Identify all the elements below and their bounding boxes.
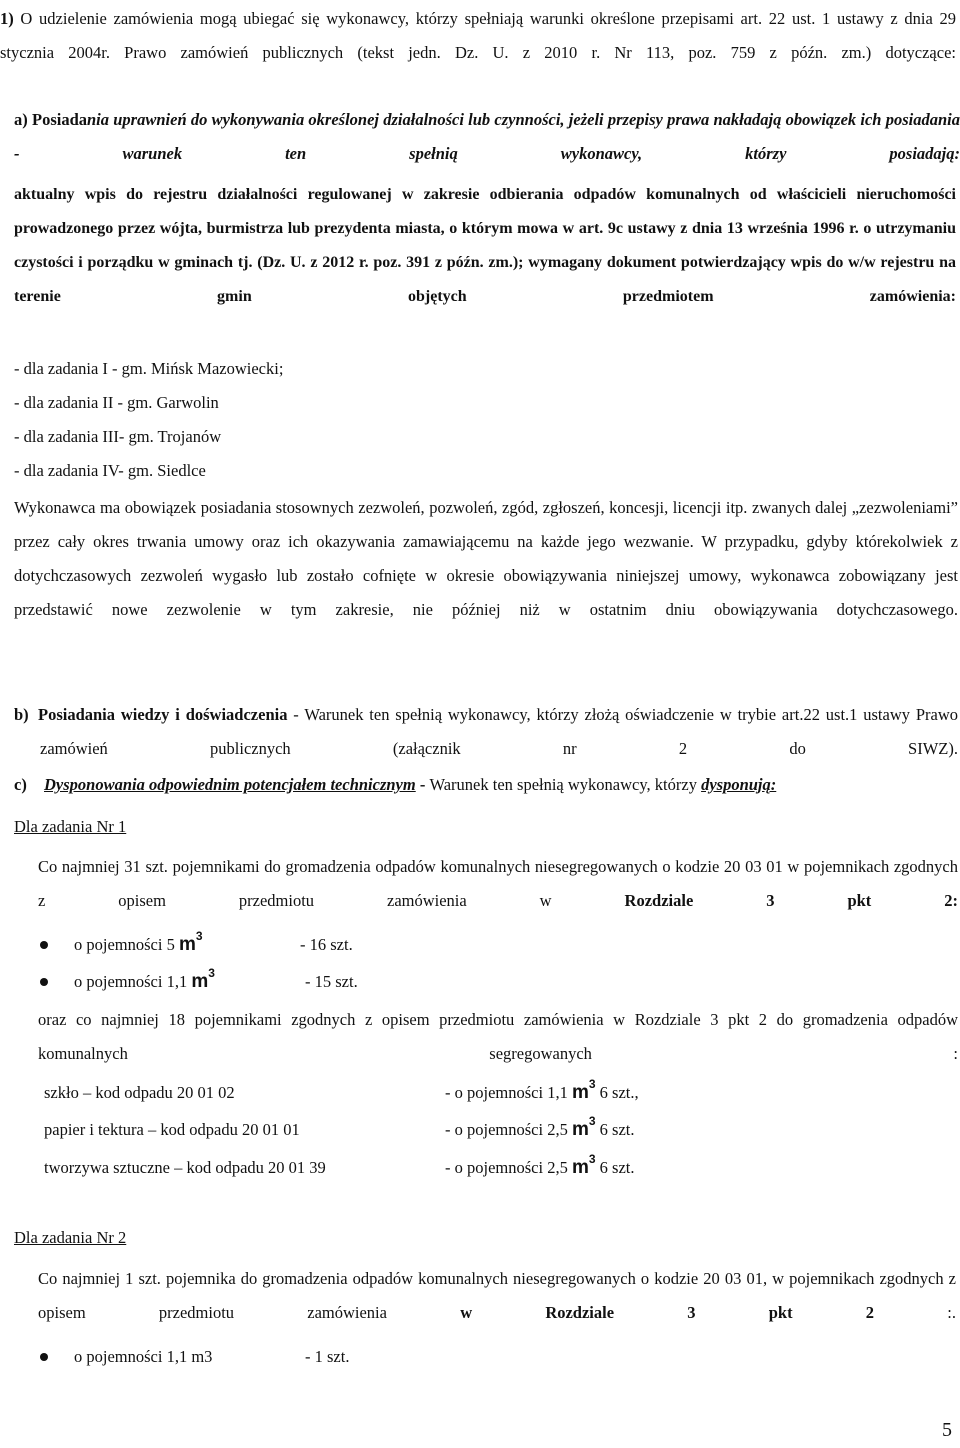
bullet-qty: - 16 szt.: [300, 935, 353, 954]
intro-paragraph: [0, 2, 956, 70]
zadanie-1-heading: Dla zadania Nr 1: [14, 817, 127, 836]
zadanie-1-intro: Co najmniej 31 szt. pojemnikami do gromadzenia odpadów komunalnych niesegregowanych o kodzie 20 03 01 w pojemnikach zgodnych z opisem przedmiotu zamówienia w Rozdziale 3 pkt 2:: [38, 857, 958, 910]
point-b-paragraph: [40, 698, 958, 766]
segregated-name: papier i tektura – kod odpadu 20 01 01: [44, 1120, 300, 1139]
bullet-item: o pojemności 1,1 m3: [74, 1347, 213, 1366]
bullet-item: o pojemności 5 $m^3$: [74, 928, 203, 955]
zadanie-2-heading: Dla zadania Nr 2: [14, 1228, 127, 1247]
point-c-end: dysponują:: [701, 775, 777, 794]
task-item: - dla zadania III- gm. Trojanów: [14, 427, 222, 446]
segregated-capacity: - o pojemności 2,5 $m^3$ 6 szt.: [445, 1151, 635, 1178]
task-item: - dla zadania II - gm. Garwolin: [14, 393, 219, 412]
intro-number: 1): [0, 9, 14, 28]
segregated-name: szkło – kod odpadu 20 01 02: [44, 1083, 235, 1102]
zadanie-2-intro: Co najmniej 1 szt. pojemnika do gromadzenia odpadów komunalnych niesegregowanych o kodzie 20 03 01, w pojemnikach zgodnych z opisem przedmiotu zamówienia w Rozdziale 3 pkt 2 :.: [38, 1269, 956, 1322]
task-item: - dla zadania I - gm. Mińsk Mazowiecki;: [14, 359, 284, 378]
bullet-icon: [40, 1353, 48, 1361]
point-b-bold: Posiadania wiedzy i doświadczenia: [38, 705, 288, 724]
point-c-title: Dysponowania odpowiednim potencjałem technicznym: [44, 775, 416, 794]
point-c-paragraph: Dysponowania odpowiednim potencjałem technicznym - Warunek ten spełnią wykonawcy, którzy dysponują:: [44, 775, 777, 794]
intro-text: O udzielenie zamówienia mogą ubiegać się wykonawcy, którzy spełniają warunki określone przepisami art. 22 ust. 1 ustawy z dnia 29 stycznia 2004r. Prawo zamówień publicznych (tekst jedn. Dz. U. z 2010 r. Nr 113, poz. 759 z późn. zm.) dotyczące:: [0, 9, 956, 62]
bullet-item: o pojemności 1,1 $m^3$: [74, 965, 215, 992]
segregated-capacity: - o pojemności 1,1 $m^3$ 6 szt.,: [445, 1076, 639, 1103]
segregated-capacity: - o pojemności 2,5 $m^3$ 6 szt.: [445, 1113, 635, 1140]
point-a-italic: nia uprawnień do wykonywania określonej działalności lub czynności, jeżeli przepisy prawa nakładają obowiązek ich posiadania - warunek ten spełnią wykonawcy, którzy posiadają:: [14, 110, 960, 163]
point-a-requirement: [14, 178, 956, 314]
segregated-name: tworzywa sztuczne – kod odpadu 20 01 39: [44, 1158, 326, 1177]
point-b-text: - Warunek ten spełnią wykonawcy, którzy złożą oświadczenie w trybie art.22 ust.1 ustawy Prawo zamówień publicznych (załącznik nr 2 do SIWZ).: [40, 705, 958, 758]
point-b-label: b): [14, 705, 29, 724]
requirement-text: aktualny wpis do rejestru działalności regulowanej w zakresie odbierania odpadów komunalnych od właścicieli nieruchomości prowadzonego przez wójta, burmistrza lub prezydenta miasta, o którym mowa w art. 9c ustawy z dnia 13 września 1996 r. o utrzymaniu czystości i porządku w gminach tj. (Dz. U. z 2012 r. poz. 391 z późn. zm.); wymagany dokument potwierdzający wpis do w/w rejestru na terenie gmin objętych przedmiotem zamówienia:: [14, 186, 956, 305]
bullet-qty: - 15 szt.: [305, 972, 358, 991]
bullet-qty: - 1 szt.: [305, 1347, 350, 1366]
point-c-label: c): [14, 775, 27, 794]
bullet-icon: [40, 941, 48, 949]
point-a-prefix: a) Posiada: [14, 110, 87, 129]
page-number: 5: [942, 1419, 952, 1441]
segregated-intro: oraz co najmniej 18 pojemnikami zgodnych z opisem przedmiotu zamówienia w Rozdziale 3 pkt 2 do gromadzenia odpadów komunalnych segregowanych :: [38, 1010, 958, 1063]
point-a-heading: [14, 103, 960, 171]
obligation-paragraph: Wykonawca ma obowiązek posiadania stosownych zezwoleń, pozwoleń, zgód, zgłoszeń, koncesji, licencji itp. zwanych dalej „zezwoleniami” przez cały okres trwania umowy oraz ich okazywania zamawiającemu na każde jego wezwanie. W przypadku, gdyby którekolwiek z dotychczasowych zezwoleń wygasło lub zostało cofnięte w okresie obowiązywania niniejszej umowy, wykonawca zobowiązany jest przedstawić nowe zezwolenie w tym zakresie, nie później niż w ostatnim dniu obowiązywania dotychczasowego.: [14, 498, 958, 619]
task-item: - dla zadania IV- gm. Siedlce: [14, 461, 206, 480]
bullet-icon: [40, 978, 48, 986]
